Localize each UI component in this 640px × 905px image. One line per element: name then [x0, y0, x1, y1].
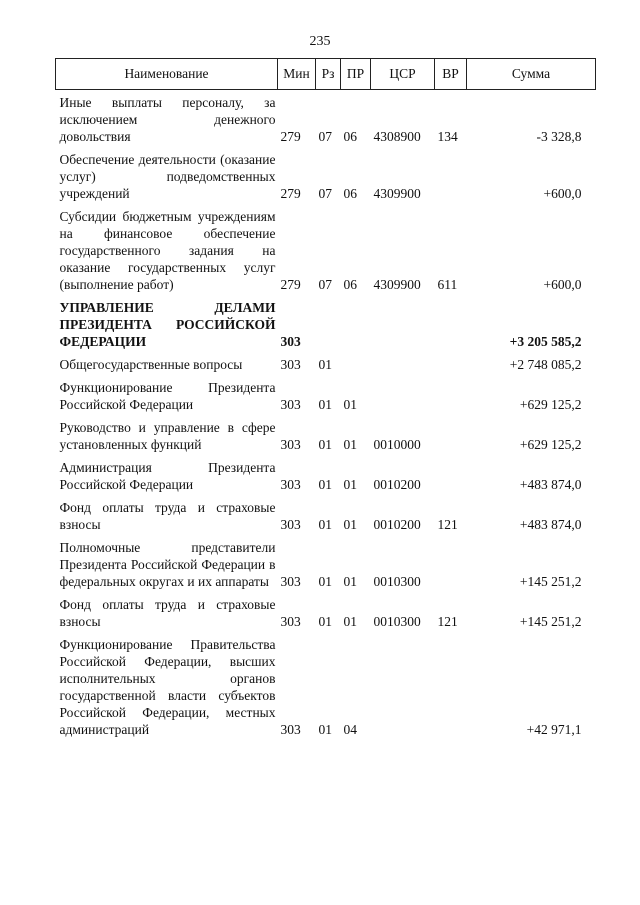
table-row — [56, 413, 596, 453]
row-sum-cell: +3 205 585,2 — [509, 334, 582, 349]
row-pr-cell: 01 — [343, 574, 357, 589]
row-sum-cell: +600,0 — [543, 277, 582, 292]
row-min-cell: 303 — [280, 614, 301, 629]
row-sum-cell: +42 971,1 — [526, 722, 582, 737]
table-row — [56, 533, 596, 590]
row-csr-cell: 0010200 — [373, 477, 421, 492]
row-sum-cell: +629 125,2 — [519, 437, 582, 452]
row-csr-cell: 0010000 — [373, 437, 421, 452]
row-sum-cell: +2 748 085,2 — [509, 357, 582, 372]
row-min-cell: 303 — [280, 437, 301, 452]
row-rz-cell: 01 — [318, 357, 332, 372]
row-rz-cell — [316, 293, 341, 350]
row-name-cell: Фонд оплаты труда и страховые взносы — [59, 597, 276, 629]
table-row — [56, 145, 596, 202]
row-pr-cell: 01 — [343, 517, 357, 532]
row-min-cell: 279 — [280, 277, 301, 292]
row-min-cell: 303 — [280, 517, 301, 532]
table-row — [56, 373, 596, 413]
page-number: 235 — [309, 34, 331, 49]
row-min-cell: 303 — [280, 477, 301, 492]
row-sum-cell: +145 251,2 — [519, 614, 582, 629]
header-csr: ЦСР — [371, 59, 435, 90]
row-rz-cell: 01 — [318, 517, 332, 532]
row-name-cell: Администрация Президента Российской Федерации — [59, 460, 276, 492]
table-header-row — [56, 59, 596, 90]
row-rz-cell: 01 — [318, 614, 332, 629]
header-rz: Рз — [316, 59, 341, 90]
row-sum-cell: +483 874,0 — [519, 477, 582, 492]
row-name-cell: Полномочные представители Президента Российской Федерации в федеральных округах и их аппараты — [59, 540, 276, 589]
row-rz-cell: 01 — [318, 437, 332, 452]
budget-table — [55, 58, 596, 738]
row-min-cell: 279 — [280, 129, 301, 144]
row-csr-cell: 0010300 — [373, 574, 421, 589]
row-sum-cell: -3 328,8 — [536, 129, 582, 144]
row-vr-cell: 121 — [437, 517, 458, 532]
row-rz-cell: 07 — [318, 186, 332, 201]
row-vr-cell — [435, 453, 467, 493]
row-min-cell: 303 — [280, 334, 301, 349]
row-name-cell: Субсидии бюджетным учреждениям на финансовое обеспечение государственного задания на оказание государственных услуг (выполнение работ) — [59, 209, 276, 292]
row-min-cell: 303 — [280, 574, 301, 589]
row-csr-cell: 4308900 — [373, 129, 421, 144]
row-name-cell: Функционирование Президента Российской Федерации — [59, 380, 276, 412]
row-vr-cell — [435, 373, 467, 413]
row-name-cell: Обеспечение деятельности (оказание услуг) подведомственных учреждений — [59, 152, 276, 201]
table-body — [56, 90, 596, 739]
row-csr-cell: 0010200 — [373, 517, 421, 532]
row-vr-cell — [435, 145, 467, 202]
row-vr-cell — [435, 413, 467, 453]
row-min-cell: 303 — [280, 357, 301, 372]
table-row — [56, 202, 596, 293]
row-csr-cell: 4309900 — [373, 277, 421, 292]
table-row — [56, 350, 596, 373]
row-name-cell: Функционирование Правительства Российской Федерации, высших исполнительных органов государственной власти субъектов Российской Федерации, местных администраций — [59, 637, 276, 737]
row-pr-cell: 06 — [343, 277, 357, 292]
row-pr-cell: 01 — [343, 614, 357, 629]
row-name-cell: Общегосударственные вопросы — [59, 357, 243, 372]
row-csr-cell: 4309900 — [373, 186, 421, 201]
header-name: Наименование — [56, 59, 278, 90]
row-pr-cell: 06 — [343, 129, 357, 144]
header-pr: ПР — [341, 59, 371, 90]
row-name-cell: Иные выплаты персоналу, за исключением денежного довольствия — [59, 95, 276, 144]
row-name-cell: Руководство и управление в сфере установленных функций — [59, 420, 276, 452]
row-rz-cell: 01 — [318, 722, 332, 737]
row-csr-cell: 0010300 — [373, 614, 421, 629]
row-pr-cell: 01 — [343, 437, 357, 452]
row-min-cell: 303 — [280, 397, 301, 412]
row-pr-cell: 01 — [343, 477, 357, 492]
row-vr-cell — [435, 533, 467, 590]
row-vr-cell — [435, 293, 467, 350]
row-sum-cell: +145 251,2 — [519, 574, 582, 589]
row-vr-cell: 611 — [437, 277, 458, 292]
row-vr-cell: 121 — [437, 614, 458, 629]
row-pr-cell: 04 — [343, 722, 357, 737]
row-pr-cell — [341, 350, 371, 373]
row-pr-cell: 01 — [343, 397, 357, 412]
table-row — [56, 453, 596, 493]
row-min-cell: 303 — [280, 722, 301, 737]
row-csr-cell — [371, 630, 435, 738]
row-csr-cell — [371, 373, 435, 413]
row-rz-cell: 07 — [318, 129, 332, 144]
row-name-cell: УПРАВЛЕНИЕ ДЕЛАМИ ПРЕЗИДЕНТА РОССИЙСКОЙ ФЕДЕРАЦИИ — [59, 300, 276, 349]
table-row — [56, 630, 596, 738]
row-rz-cell: 01 — [318, 477, 332, 492]
row-pr-cell — [341, 293, 371, 350]
row-min-cell: 279 — [280, 186, 301, 201]
row-sum-cell: +629 125,2 — [519, 397, 582, 412]
row-csr-cell — [371, 350, 435, 373]
table-row — [56, 590, 596, 630]
row-rz-cell: 07 — [318, 277, 332, 292]
row-vr-cell: 134 — [437, 129, 458, 144]
table-row — [56, 293, 596, 350]
header-min: Мин — [278, 59, 316, 90]
header-sum: Сумма — [467, 59, 596, 90]
row-name-cell: Фонд оплаты труда и страховые взносы — [59, 500, 276, 532]
row-csr-cell — [371, 293, 435, 350]
row-vr-cell — [435, 350, 467, 373]
row-vr-cell — [435, 630, 467, 738]
table-row — [56, 493, 596, 533]
header-vr: ВР — [435, 59, 467, 90]
row-rz-cell: 01 — [318, 397, 332, 412]
row-rz-cell: 01 — [318, 574, 332, 589]
row-pr-cell: 06 — [343, 186, 357, 201]
row-sum-cell: +600,0 — [543, 186, 582, 201]
row-sum-cell: +483 874,0 — [519, 517, 582, 532]
table-row — [56, 90, 596, 146]
